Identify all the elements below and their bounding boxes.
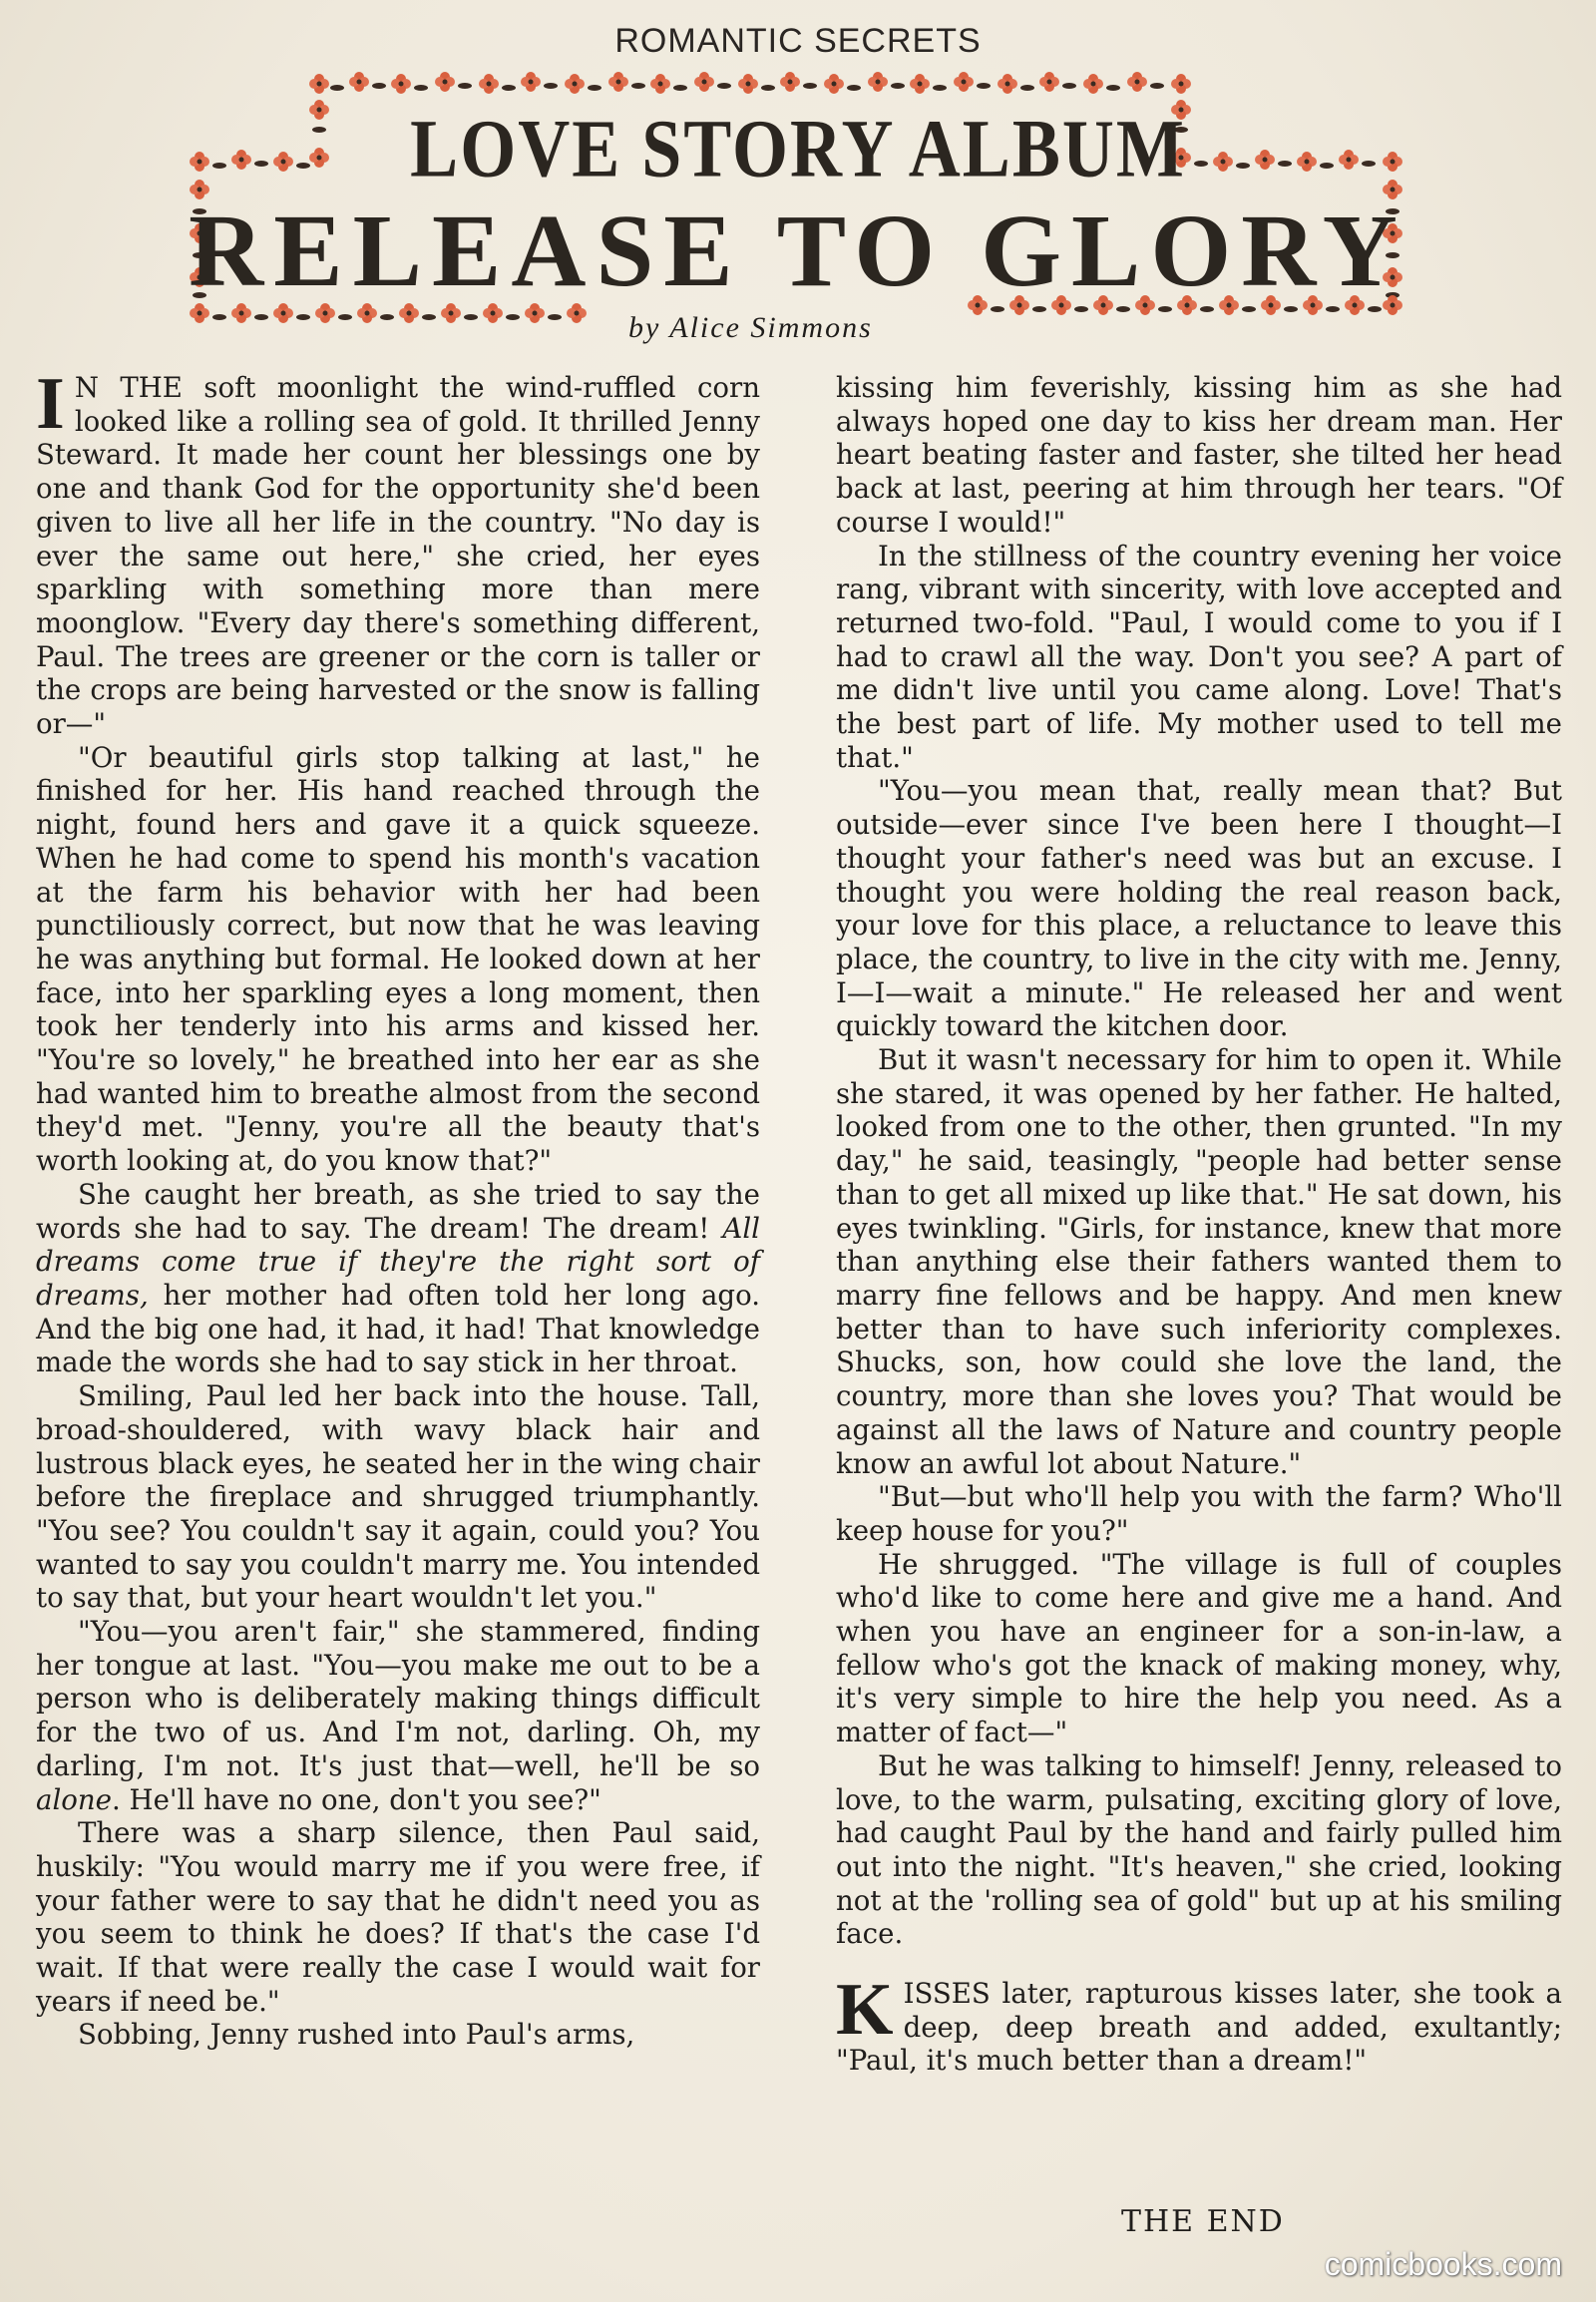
paragraph: There was a sharp silence, then Paul said, huskily: "You would marry me if you were free, if your father were to say that he didn't need you as you seem to think he does? If that's the case I'd wait. If that were really the case I would wait for years if need be." — [36, 1816, 760, 2018]
paragraph: I N THE soft moonlight the wind-ruffled corn looked like a rolling sea of gold. It thrilled Jenny Steward. It made her count her blessings one by one and thank God for the opportunity she'd been given to live all her life in the country. "No day is ever the same out here," she cried, her eyes sparkling with something more than mere moonglow. "Every day there's something different, Paul. The trees are greener or the corn is taller or the crops are being harvested or the snow is falling or—" — [36, 363, 760, 741]
story-title: RELEASE TO GLORY — [189, 193, 1407, 308]
left-column — [36, 363, 760, 2052]
right-column — [836, 371, 1562, 2078]
paragraph: "You—you mean that, really mean that? But outside—ever since I've been here I thought—I thought your father's need was but an excuse. I thought you were holding the real reason back, your love for this place, a reluctance to leave this place, the country, to live in the city with me. Jenny, I—I—wait a minute." He released her and went quickly toward the kitchen door. — [836, 774, 1562, 1043]
paragraph: "Or beautiful girls stop talking at last," he finished for her. His hand reached through the night, found hers and gave it a quick squeeze. When he had come to spend his month's vacation at the farm his behavior with her had been punctiliously correct, but now that he was leaving he was anything but formal. He looked down at her face, into her sparkling eyes a long moment, then took her tenderly into his arms and kissed her. "You're so lovely," he breathed into her ear as she had wanted him to breathe almost from the second they'd met. "Jenny, you're all the beauty that's worth looking at, do you know that?" — [36, 740, 760, 1178]
paragraph: kissing him feverishly, kissing him as she had always hoped one day to kiss her dream man. Her heart beating faster and faster, she tilted her head back at last, peering at him through her tears. "Of course I would!" — [836, 371, 1562, 539]
paragraph: But he was talking to himself! Jenny, released to love, to the warm, pulsating, exciting glory of love, had caught Paul by the hand and fairly pulled him out into the night. "It's heaven," she cried, looking not at the 'rolling sea of gold" but up at his smiling face. — [836, 1748, 1562, 1951]
paragraph: KISSES later, rapturous kisses later, she took a deep, deep breath and added, exultantly; "Paul, it's much better than a dream!" — [836, 1969, 1562, 2078]
watermark: comicbooks.com — [1324, 2246, 1562, 2282]
paragraph: "You—you aren't fair," she stammered, finding her tongue at last. "You—you make me out to be a person who is deliberately making things difficult for the two of us. And I'm not, darling. Oh, my darling, I'm not. It's just that—well, he'll be so alone. He'll have no one, don't you see?" — [36, 1615, 760, 1816]
paragraph: He shrugged. "The village is full of couples who'd like to come here and give me a hand. And when you have an engineer for a son-in-law, a fellow who's got the knack of making money, why, it's very simple to hire the help you need. As a matter of fact—" — [836, 1547, 1562, 1749]
paragraph: Smiling, Paul led her back into the house. Tall, broad-shouldered, with wavy black hair and lustrous black eyes, he seated her in the wing chair before the fireplace and shrugged triumphantly. "You see? You couldn't say it again, could you? You wanted to say you couldn't marry me. You intended to say that, but your heart wouldn't let you." — [36, 1379, 760, 1615]
drop-cap: I — [36, 363, 65, 445]
section-heading: LOVE STORY ALBUM — [410, 102, 1186, 194]
drop-cap: K — [836, 1969, 894, 2052]
paragraph: In the stillness of the country evening her voice rang, vibrant with sincerity, with love accepted and returned two-fold. "Paul, I would come to you if I had to crawl all the way. Don't you see? A part of me didn't live until you came along. Love! That's the best part of life. My mother used to tell me that." — [836, 539, 1562, 774]
the-end: THE END — [1121, 2204, 1285, 2239]
paragraph: "But—but who'll help you with the farm? Who'll keep house for you?" — [836, 1480, 1562, 1547]
paragraph: She caught her breath, as she tried to say the words she had to say. The dream! The dream! All dreams come true if they're the right sort of dreams, her mother had often told her long ago. And the big one had, it had, it had! That knowledge made the words she had to say stick in her throat. — [36, 1177, 760, 1379]
byline: by Alice Simmons — [628, 311, 873, 344]
magazine-title: ROMANTIC SECRETS — [614, 22, 982, 60]
paragraph: Sobbing, Jenny rushed into Paul's arms, — [78, 2018, 635, 2052]
title-banner — [180, 70, 1416, 339]
paragraph: But it wasn't necessary for him to open it. While she stared, it was opened by her father. He halted, looked from one to the other, then grunted. "In my day," he said, teasingly, "people had better sense than to get all mixed up like that." He sat down, his eyes twinkling. "Girls, for instance, knew that more than anything else their fathers wanted them to marry fine fellows and be happy. And men knew better than to have such inferiority complexes. Shucks, son, how could she love the land, the country, more than she loves you? That would be against all the laws of Nature and country people know an awful lot about Nature." — [836, 1043, 1562, 1480]
section-break — [836, 1951, 1562, 1977]
